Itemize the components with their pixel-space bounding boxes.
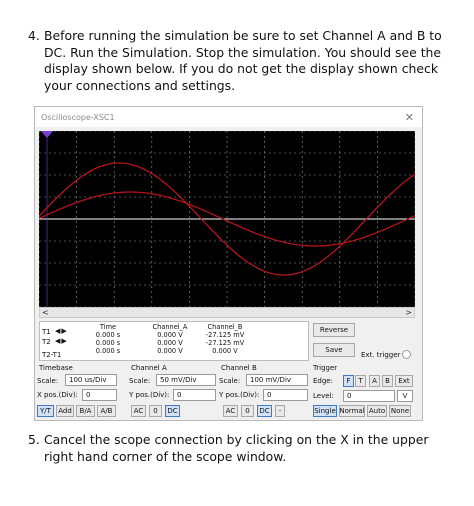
channel-b-value-t1: -27.125 mV [205,331,245,339]
channel-a-value-t2: 0.000 V [157,339,183,347]
time-value-delta: 0.000 s [95,347,121,355]
trigger-level-unit[interactable]: V [397,390,413,402]
timebase-header: Timebase [39,364,73,372]
instruction-step-4 [28,28,448,94]
scroll-right-icon[interactable]: > [405,308,412,317]
timebase-xpos-label: X pos.(Div): [37,391,78,399]
channel-a-ypos-label: Y pos.(Div): [129,391,170,399]
channel-b-header: Channel B [221,364,257,372]
timebase-section [37,364,129,418]
cursor-readout-panel [39,321,309,361]
channel-b-ypos-input[interactable]: 0 [263,389,308,401]
channel-a-column [145,323,195,355]
reverse-button[interactable]: Reverse [313,323,355,337]
save-button[interactable]: Save [313,343,355,357]
step-number: 5. [28,432,40,447]
channel-b-ground-button[interactable]: 0 [241,405,254,417]
channel-a-scale-input[interactable]: 50 mV/Div [156,374,216,386]
trigger-section [311,364,421,418]
time-header: Time [99,323,117,331]
mode-ab-button[interactable]: A/B [97,405,116,417]
instruction-step-5 [28,432,448,465]
channel-b-ypos-label: Y pos.(Div): [219,391,260,399]
ext-trigger-label: Ext. trigger [361,351,401,359]
timebase-scale-label: Scale: [37,377,59,385]
channel-b-invert-button[interactable]: - [275,405,285,417]
trigger-header: Trigger [313,364,338,372]
trigger-source-ext-button[interactable]: Ext [395,375,413,387]
step-text: Before running the simulation be sure to set Channel A and B to DC. Run the Simulation. Stop the simulation. You should see the display shown below. If you do not get the display shown check your connections and settings. [44,28,442,93]
timebase-xpos-input[interactable]: 0 [82,389,117,401]
channel-b-dc-button[interactable]: DC [257,405,272,417]
trigger-source-a-button[interactable]: A [369,375,380,387]
window-titlebar[interactable] [35,107,422,127]
trigger-auto-button[interactable]: Auto [368,407,386,415]
ext-trigger-radio[interactable] [402,350,411,359]
horizontal-scrollbar[interactable] [39,307,415,318]
channel-a-value-delta: 0.000 V [157,347,183,355]
t1-arrows-icon[interactable]: ◀▶ [55,327,68,335]
mode-ba-button[interactable]: B/A [76,405,95,417]
trigger-level-input[interactable]: 0 [343,390,395,402]
channel-a-scale-label: Scale: [129,377,151,385]
channel-a-ground-button[interactable]: 0 [149,405,162,417]
row-label-t1: T1 [42,328,51,336]
scroll-left-icon[interactable]: < [42,308,49,317]
oscilloscope-window [34,106,423,421]
trigger-none-button[interactable]: None [390,407,410,415]
channel-b-value-t2: -27.125 mV [205,339,245,347]
channel-a-ypos-input[interactable]: 0 [173,389,216,401]
trigger-edge-label: Edge: [313,377,333,385]
trigger-level-label: Level: [313,392,334,400]
time-column [88,323,128,355]
trigger-rising-edge-button[interactable]: T [355,375,366,387]
channel-b-value-delta: 0.000 V [212,347,238,355]
channel-a-ac-button[interactable]: AC [131,405,146,417]
channel-b-section [219,364,309,418]
time-value-t1: 0.000 s [95,331,121,339]
trigger-single-button[interactable]: Single [314,407,336,415]
channel-a-dc-button[interactable]: DC [165,405,180,417]
step-number: 4. [28,28,40,43]
channel-a-header: Channel A [131,364,167,372]
row-label-t2: T2 [42,338,51,346]
mode-yt-button[interactable]: Y/T [37,405,54,417]
trigger-source-b-button[interactable]: B [382,375,393,387]
close-icon[interactable]: ✕ [404,110,414,124]
time-value-t2: 0.000 s [95,339,121,347]
channel-b-scale-input[interactable]: 100 mV/Div [246,374,308,386]
trigger-falling-edge-button[interactable]: F [343,375,354,387]
channel-b-scale-label: Scale: [219,377,241,385]
t2-arrows-icon[interactable]: ◀▶ [55,337,68,345]
scope-display [39,131,415,307]
channel-b-column [195,323,255,355]
step-text: Cancel the scope connection by clicking on the X in the upper right hand corner of the scope window. [44,432,429,464]
channel-a-section [129,364,217,418]
trigger-normal-button[interactable]: Normal [339,407,365,415]
mode-add-button[interactable]: Add [56,405,74,417]
row-label-t2-t1: T2-T1 [42,351,62,359]
window-title: Oscilloscope-XSC1 [41,112,115,122]
channel-b-ac-button[interactable]: AC [223,405,238,417]
channel-b-header: Channel_B [207,323,243,331]
timebase-scale-input[interactable]: 100 us/Div [65,374,117,386]
channel-a-header: Channel_A [152,323,188,331]
oscilloscope-screen [39,131,415,307]
channel-a-value-t1: 0.000 V [157,331,183,339]
